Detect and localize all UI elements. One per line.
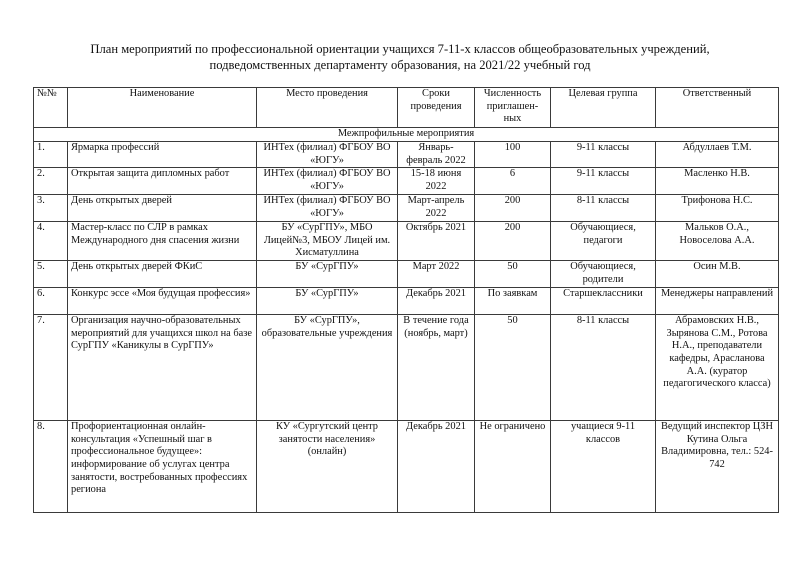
header-place: Место проведения bbox=[257, 88, 398, 128]
cell-place: ИНТех (филиал) ФГБОУ ВО «ЮГУ» bbox=[257, 142, 398, 168]
cell-responsible: Абрамовских Н.В., Зырянова С.М., Ротова Н.А., преподаватели кафедры, Арасланова А.А. (куратор педагогического класса) bbox=[656, 315, 779, 421]
cell-name: Открытая защита дипломных работ bbox=[68, 168, 257, 195]
cell-count: По заявкам bbox=[475, 288, 551, 315]
cell-dates: Январь-февраль 2022 bbox=[398, 142, 475, 168]
cell-dates: Декабрь 2021 bbox=[398, 288, 475, 315]
table-row bbox=[34, 168, 779, 195]
cell-responsible: Ведущий инспектор ЦЗН Кутина Ольга Владимировна, тел.: 524-742 bbox=[656, 421, 779, 513]
table-row bbox=[34, 288, 779, 315]
cell-place: БУ «СурГПУ», МБО Лицей№3, МБОУ Лицей им. Хисматуллина bbox=[257, 222, 398, 261]
cell-place: ИНТех (филиал) ФГБОУ ВО «ЮГУ» bbox=[257, 195, 398, 222]
table-row bbox=[34, 142, 779, 168]
cell-responsible: Осин М.В. bbox=[656, 261, 779, 288]
cell-target: 9-11 классы bbox=[551, 142, 656, 168]
cell-name: Мастер-класс по СЛР в рамках Международного дня спасения жизни bbox=[68, 222, 257, 261]
cell-num: 3. bbox=[34, 195, 68, 222]
cell-count: 50 bbox=[475, 261, 551, 288]
cell-num: 4. bbox=[34, 222, 68, 261]
section-row bbox=[34, 128, 779, 142]
cell-place: БУ «СурГПУ» bbox=[257, 261, 398, 288]
cell-name: День открытых дверей bbox=[68, 195, 257, 222]
cell-dates: Октябрь 2021 bbox=[398, 222, 475, 261]
cell-name: Ярмарка профессий bbox=[68, 142, 257, 168]
header-num: №№ bbox=[34, 88, 68, 128]
table-row bbox=[34, 195, 779, 222]
cell-count: 200 bbox=[475, 195, 551, 222]
header-name: Наименование bbox=[68, 88, 257, 128]
cell-responsible: Мальков О.А., Новоселова А.А. bbox=[656, 222, 779, 261]
header-target: Целевая группа bbox=[551, 88, 656, 128]
cell-dates: Март 2022 bbox=[398, 261, 475, 288]
cell-name: Организация научно-образовательных мероприятий для учащихся школ на базе СурГПУ «Каникулы в СурГПУ» bbox=[68, 315, 257, 421]
cell-target: 8-11 классы bbox=[551, 195, 656, 222]
table-row bbox=[34, 315, 779, 421]
cell-count: 50 bbox=[475, 315, 551, 421]
cell-num: 1. bbox=[34, 142, 68, 168]
table-row bbox=[34, 261, 779, 288]
cell-num: 5. bbox=[34, 261, 68, 288]
cell-place: БУ «СурГПУ», образовательные учреждения bbox=[257, 315, 398, 421]
cell-dates: Март-апрель 2022 bbox=[398, 195, 475, 222]
cell-place: ИНТех (филиал) ФГБОУ ВО «ЮГУ» bbox=[257, 168, 398, 195]
header-dates: Сроки проведения bbox=[398, 88, 475, 128]
cell-responsible: Трифонова Н.С. bbox=[656, 195, 779, 222]
cell-name: День открытых дверей ФКиС bbox=[68, 261, 257, 288]
title-line-2: подведомственных департаменту образования, на 2021/22 учебный год bbox=[209, 58, 591, 72]
cell-num: 8. bbox=[34, 421, 68, 513]
table-row bbox=[34, 421, 779, 513]
table-row bbox=[34, 222, 779, 261]
title-line-1: План мероприятий по профессиональной ориентации учащихся 7-11-х классов общеобразовательных учреждений, bbox=[90, 42, 710, 56]
cell-dates: В течение года (ноябрь, март) bbox=[398, 315, 475, 421]
events-plan-table bbox=[33, 87, 779, 513]
cell-dates: Декабрь 2021 bbox=[398, 421, 475, 513]
cell-target: 9-11 классы bbox=[551, 168, 656, 195]
header-responsible: Ответственный bbox=[656, 88, 779, 128]
cell-responsible: Менеджеры направлений bbox=[656, 288, 779, 315]
cell-count: Не ограничено bbox=[475, 421, 551, 513]
cell-count: 100 bbox=[475, 142, 551, 168]
cell-num: 6. bbox=[34, 288, 68, 315]
cell-place: КУ «Сургутский центр занятости населения» (онлайн) bbox=[257, 421, 398, 513]
cell-dates: 15-18 июня 2022 bbox=[398, 168, 475, 195]
cell-name: Профориентационная онлайн-консультация «Успешный шаг в профессиональное будущее»: информирование об услугах центра занятости, востребованных профессиях региона bbox=[68, 421, 257, 513]
cell-responsible: Абдуллаев Т.М. bbox=[656, 142, 779, 168]
table-header-row bbox=[34, 88, 779, 128]
cell-target: учащиеся 9-11 классов bbox=[551, 421, 656, 513]
cell-place: БУ «СурГПУ» bbox=[257, 288, 398, 315]
cell-target: Старшеклассники bbox=[551, 288, 656, 315]
cell-responsible: Масленко Н.В. bbox=[656, 168, 779, 195]
cell-count: 6 bbox=[475, 168, 551, 195]
cell-count: 200 bbox=[475, 222, 551, 261]
cell-num: 2. bbox=[34, 168, 68, 195]
section-title: Межпрофильные мероприятия bbox=[34, 128, 779, 142]
cell-target: 8-11 классы bbox=[551, 315, 656, 421]
cell-num: 7. bbox=[34, 315, 68, 421]
cell-target: Обучающиеся, педагоги bbox=[551, 222, 656, 261]
cell-target: Обучающиеся, родители bbox=[551, 261, 656, 288]
cell-name: Конкурс эссе «Моя будущая профессия» bbox=[68, 288, 257, 315]
document-title bbox=[0, 41, 800, 73]
header-count: Численность приглашен-ных bbox=[475, 88, 551, 128]
